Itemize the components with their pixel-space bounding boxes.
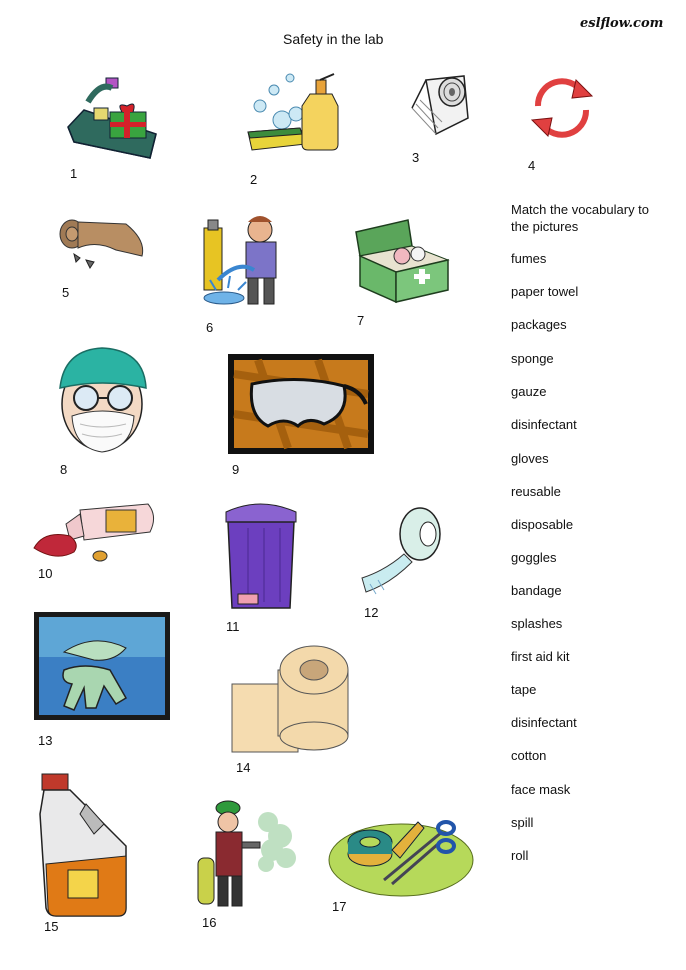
picture-number: 1	[70, 166, 78, 181]
goggles-icon	[228, 354, 374, 454]
vocab-item: sponge	[511, 351, 554, 366]
vocab-item: cotton	[511, 748, 547, 763]
vocab-item: packages	[511, 317, 567, 332]
picture-number: 16	[202, 915, 217, 930]
vocab-item: roll	[511, 848, 529, 863]
picture-number: 12	[364, 605, 379, 620]
vocab-item: disinfectant	[511, 417, 577, 432]
picture-number: 8	[60, 462, 68, 477]
vocab-item: disposable	[511, 517, 574, 532]
picture-number: 13	[38, 733, 53, 748]
brand-logo: eslflow.com	[580, 16, 664, 31]
sponge-soap-icon	[244, 70, 348, 158]
picture-number: 15	[44, 919, 59, 934]
vocab-item: first aid kit	[511, 649, 570, 664]
picture-number: 5	[62, 285, 70, 300]
instructions: Match the vocabulary to the pictures	[511, 202, 650, 234]
vocab-item: disinfectant	[511, 715, 577, 730]
picture-number: 11	[226, 619, 240, 634]
splash-icon	[198, 210, 292, 310]
picture-number: 17	[332, 899, 347, 914]
disposable-bin-icon	[218, 498, 304, 614]
vocab-item: tape	[511, 682, 537, 697]
vocab-item: gauze	[511, 384, 547, 399]
reusable-arrows-icon	[520, 66, 604, 150]
spill-icon	[30, 500, 160, 566]
gauze-roll-icon	[406, 72, 476, 142]
vocab-item: spill	[511, 815, 534, 830]
vocab-item: gloves	[511, 451, 549, 466]
tape-scissors-icon	[326, 814, 476, 898]
vocab-item: fumes	[511, 251, 547, 266]
vocab-item: goggles	[511, 550, 557, 565]
picture-number: 6	[206, 320, 214, 335]
vocab-item: splashes	[511, 616, 563, 631]
picture-number: 4	[528, 158, 536, 173]
first-aid-kit-icon	[352, 216, 452, 306]
vocab-item: paper towel	[511, 284, 579, 299]
packages-conveyor-icon	[64, 72, 160, 168]
face-mask-icon	[50, 344, 154, 458]
vocab-item: face mask	[511, 782, 571, 797]
gloves-icon	[34, 612, 170, 720]
vocab-item: bandage	[511, 583, 562, 598]
disinfectant-bottle-icon	[34, 774, 138, 918]
paper-towel-icon	[228, 640, 354, 756]
picture-number: 3	[412, 150, 420, 165]
picture-number: 7	[357, 313, 365, 328]
bandage-icon	[56, 210, 152, 276]
picture-number: 2	[250, 172, 258, 187]
picture-number: 10	[38, 566, 53, 581]
tape-roll-icon	[356, 504, 446, 604]
picture-number: 9	[232, 462, 240, 477]
fumes-icon	[192, 796, 298, 914]
page-title: Safety in the lab	[283, 31, 384, 47]
picture-number: 14	[236, 760, 251, 775]
vocab-item: reusable	[511, 484, 561, 499]
